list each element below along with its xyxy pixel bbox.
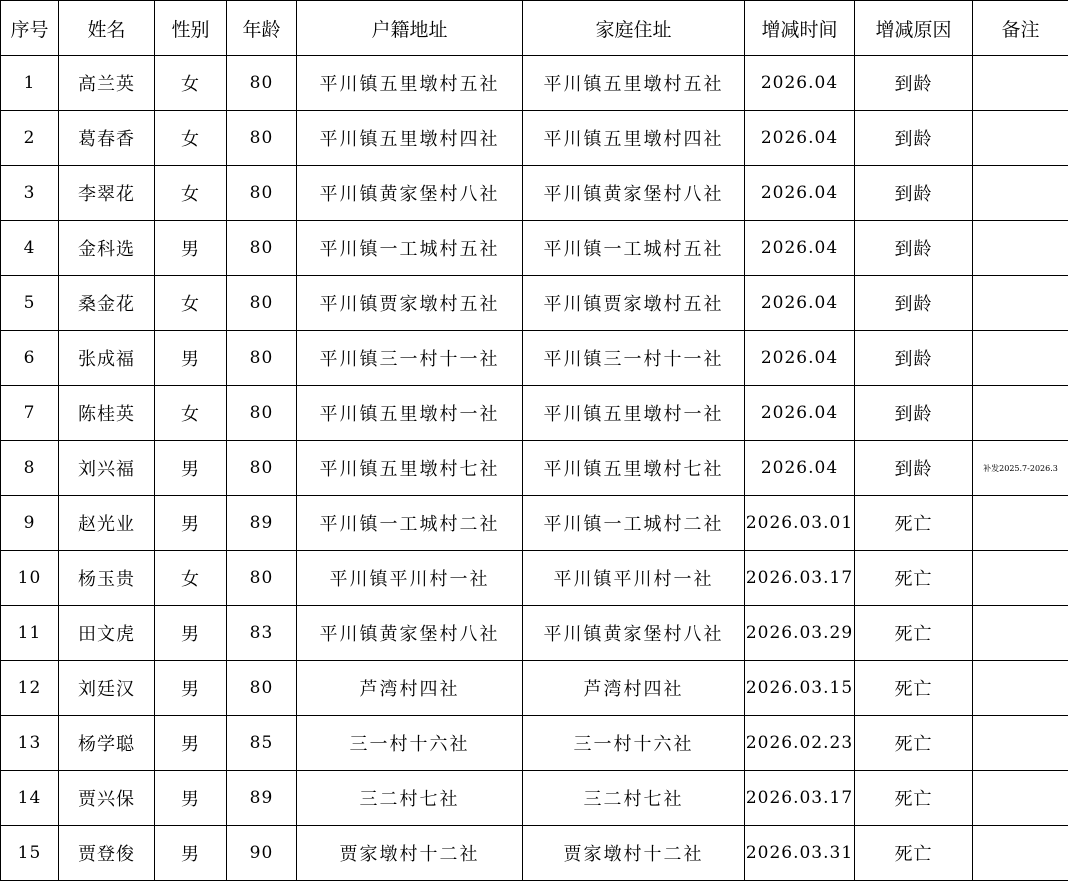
change-time: 2026.03.17 [745, 771, 855, 826]
home-address: 平川镇贾家墩村五社 [523, 276, 745, 331]
row-index: 3 [1, 166, 59, 221]
hukou-address: 平川镇一工城村二社 [297, 496, 523, 551]
gender: 女 [155, 166, 227, 221]
gender: 男 [155, 771, 227, 826]
header-hukou-address: 户籍地址 [297, 1, 523, 56]
home-address: 平川镇五里墩村七社 [523, 441, 745, 496]
row-index: 13 [1, 716, 59, 771]
remark [973, 551, 1068, 606]
row-index: 8 [1, 441, 59, 496]
change-reason: 到龄 [855, 441, 973, 496]
gender: 男 [155, 826, 227, 881]
row-index: 7 [1, 386, 59, 441]
row-index: 4 [1, 221, 59, 276]
remark: 补发2025.7-2026.3 [973, 441, 1068, 496]
remark [973, 606, 1068, 661]
change-time: 2026.04 [745, 56, 855, 111]
header-name: 姓名 [59, 1, 155, 56]
change-time: 2026.04 [745, 166, 855, 221]
change-time: 2026.03.17 [745, 551, 855, 606]
table-row [1, 551, 1068, 606]
hukou-address: 三一村十六社 [297, 716, 523, 771]
row-index: 11 [1, 606, 59, 661]
gender: 女 [155, 56, 227, 111]
person-name: 杨玉贵 [59, 551, 155, 606]
header-gender: 性别 [155, 1, 227, 56]
person-name: 葛春香 [59, 111, 155, 166]
change-reason: 到龄 [855, 386, 973, 441]
remark [973, 826, 1068, 881]
gender: 男 [155, 661, 227, 716]
table-row [1, 441, 1068, 496]
person-name: 李翠花 [59, 166, 155, 221]
gender: 男 [155, 716, 227, 771]
table-row [1, 496, 1068, 551]
person-name: 杨学聪 [59, 716, 155, 771]
change-time: 2026.03.15 [745, 661, 855, 716]
hukou-address: 平川镇黄家堡村八社 [297, 606, 523, 661]
row-index: 12 [1, 661, 59, 716]
gender: 男 [155, 496, 227, 551]
hukou-address: 平川镇三一村十一社 [297, 331, 523, 386]
header-row [1, 1, 1068, 56]
home-address: 平川镇黄家堡村八社 [523, 166, 745, 221]
hukou-address: 三二村七社 [297, 771, 523, 826]
home-address: 平川镇一工城村二社 [523, 496, 745, 551]
change-reason: 到龄 [855, 56, 973, 111]
row-index: 2 [1, 111, 59, 166]
person-name: 陈桂英 [59, 386, 155, 441]
row-index: 14 [1, 771, 59, 826]
age: 83 [227, 606, 297, 661]
change-time: 2026.04 [745, 221, 855, 276]
age: 90 [227, 826, 297, 881]
change-reason: 到龄 [855, 331, 973, 386]
person-name: 桑金花 [59, 276, 155, 331]
home-address: 平川镇黄家堡村八社 [523, 606, 745, 661]
age: 80 [227, 386, 297, 441]
age: 89 [227, 771, 297, 826]
gender: 男 [155, 441, 227, 496]
table-row [1, 221, 1068, 276]
table-row [1, 111, 1068, 166]
change-time: 2026.04 [745, 441, 855, 496]
change-time: 2026.02.23 [745, 716, 855, 771]
row-index: 15 [1, 826, 59, 881]
hukou-address: 平川镇一工城村五社 [297, 221, 523, 276]
hukou-address: 平川镇贾家墩村五社 [297, 276, 523, 331]
change-reason: 到龄 [855, 276, 973, 331]
person-name: 刘兴福 [59, 441, 155, 496]
person-name: 刘廷汉 [59, 661, 155, 716]
home-address: 贾家墩村十二社 [523, 826, 745, 881]
person-name: 张成福 [59, 331, 155, 386]
home-address: 平川镇五里墩村五社 [523, 56, 745, 111]
home-address: 芦湾村四社 [523, 661, 745, 716]
hukou-address: 平川镇五里墩村五社 [297, 56, 523, 111]
person-name: 高兰英 [59, 56, 155, 111]
gender: 女 [155, 386, 227, 441]
remark [973, 111, 1068, 166]
gender: 男 [155, 331, 227, 386]
table-body [1, 56, 1068, 881]
age: 80 [227, 111, 297, 166]
hukou-address: 贾家墩村十二社 [297, 826, 523, 881]
row-index: 10 [1, 551, 59, 606]
row-index: 6 [1, 331, 59, 386]
remark [973, 166, 1068, 221]
hukou-address: 平川镇五里墩村四社 [297, 111, 523, 166]
remark [973, 771, 1068, 826]
table-row [1, 661, 1068, 716]
age: 80 [227, 276, 297, 331]
change-reason: 到龄 [855, 166, 973, 221]
age: 80 [227, 221, 297, 276]
person-name: 金科选 [59, 221, 155, 276]
row-index: 5 [1, 276, 59, 331]
row-index: 9 [1, 496, 59, 551]
header-home-address: 家庭住址 [523, 1, 745, 56]
header-remarks: 备注 [973, 1, 1068, 56]
change-time: 2026.04 [745, 276, 855, 331]
remark [973, 716, 1068, 771]
change-time: 2026.04 [745, 331, 855, 386]
table-row [1, 276, 1068, 331]
change-reason: 死亡 [855, 826, 973, 881]
person-name: 贾登俊 [59, 826, 155, 881]
hukou-address: 平川镇五里墩村七社 [297, 441, 523, 496]
table-row [1, 56, 1068, 111]
header-age: 年龄 [227, 1, 297, 56]
table-row [1, 606, 1068, 661]
change-time: 2026.04 [745, 111, 855, 166]
home-address: 平川镇一工城村五社 [523, 221, 745, 276]
table-row [1, 771, 1068, 826]
hukou-address: 平川镇平川村一社 [297, 551, 523, 606]
age: 80 [227, 331, 297, 386]
remark [973, 56, 1068, 111]
age: 80 [227, 551, 297, 606]
home-address: 三二村七社 [523, 771, 745, 826]
change-time: 2026.03.29 [745, 606, 855, 661]
change-reason: 死亡 [855, 716, 973, 771]
age: 89 [227, 496, 297, 551]
person-name: 田文虎 [59, 606, 155, 661]
age: 80 [227, 166, 297, 221]
hukou-address: 平川镇黄家堡村八社 [297, 166, 523, 221]
remark [973, 221, 1068, 276]
gender: 女 [155, 111, 227, 166]
remark [973, 496, 1068, 551]
table-row [1, 331, 1068, 386]
header-change-reason: 增减原因 [855, 1, 973, 56]
change-reason: 到龄 [855, 111, 973, 166]
gender: 女 [155, 551, 227, 606]
change-reason: 死亡 [855, 661, 973, 716]
change-reason: 死亡 [855, 771, 973, 826]
age: 85 [227, 716, 297, 771]
hukou-address: 芦湾村四社 [297, 661, 523, 716]
change-reason: 到龄 [855, 221, 973, 276]
home-address: 三一村十六社 [523, 716, 745, 771]
home-address: 平川镇五里墩村四社 [523, 111, 745, 166]
change-time: 2026.03.31 [745, 826, 855, 881]
header-change-time: 增减时间 [745, 1, 855, 56]
change-time: 2026.03.01 [745, 496, 855, 551]
home-address: 平川镇平川村一社 [523, 551, 745, 606]
table-row [1, 826, 1068, 881]
remark [973, 276, 1068, 331]
age: 80 [227, 56, 297, 111]
hukou-address: 平川镇五里墩村一社 [297, 386, 523, 441]
remark [973, 661, 1068, 716]
gender: 女 [155, 276, 227, 331]
change-reason: 死亡 [855, 551, 973, 606]
remark [973, 386, 1068, 441]
header-index: 序号 [1, 1, 59, 56]
remark [973, 331, 1068, 386]
home-address: 平川镇五里墩村一社 [523, 386, 745, 441]
row-index: 1 [1, 56, 59, 111]
age: 80 [227, 661, 297, 716]
gender: 男 [155, 606, 227, 661]
gender: 男 [155, 221, 227, 276]
person-name: 贾兴保 [59, 771, 155, 826]
table-row [1, 716, 1068, 771]
change-reason: 死亡 [855, 496, 973, 551]
age: 80 [227, 441, 297, 496]
home-address: 平川镇三一村十一社 [523, 331, 745, 386]
table-row [1, 166, 1068, 221]
change-reason: 死亡 [855, 606, 973, 661]
table-row [1, 386, 1068, 441]
change-time: 2026.04 [745, 386, 855, 441]
person-name: 赵光业 [59, 496, 155, 551]
